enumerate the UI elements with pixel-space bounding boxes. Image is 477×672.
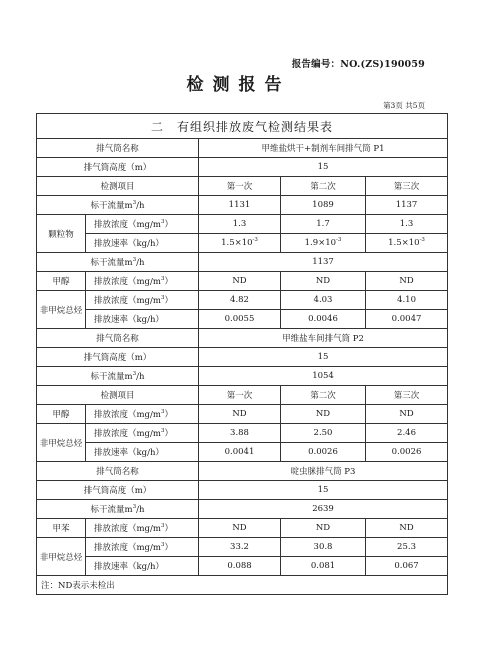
table-cell: ND <box>199 405 281 424</box>
pollutant-nmhc: 非甲烷总烃 <box>37 291 86 329</box>
table-cell: ND <box>199 272 281 291</box>
table-caption: 二 有组织排放废气检测结果表 <box>37 114 448 139</box>
table-cell: 1.7 <box>281 215 366 234</box>
conc-label: 排放浓度$(mg/m^3)$ <box>86 215 199 234</box>
stack-height-value: 15 <box>199 158 448 177</box>
table-cell: 2.50 <box>281 424 366 443</box>
caption-row <box>37 114 448 139</box>
table-row <box>37 272 448 291</box>
table-row <box>37 519 448 538</box>
table-row <box>37 291 448 310</box>
table-row <box>37 481 448 500</box>
pollutant-nmhc: 非甲烷总烃 <box>37 424 86 462</box>
table-cell: 30.8 <box>281 538 366 557</box>
table-row <box>37 386 448 405</box>
stack-height-label: 排气筒高度（m） <box>37 348 199 367</box>
stack-name-p3: 啶虫脒排气筒 P3 <box>199 462 448 481</box>
stack-name-label: 排气筒名称 <box>37 329 199 348</box>
table-cell: 1089 <box>281 196 366 215</box>
table-cell: 0.088 <box>199 557 281 576</box>
std-flow-label: 标干流量$m^3/h$ <box>37 253 199 272</box>
stack-height-label: 排气筒高度（m） <box>37 481 199 500</box>
pollutant-toluene: 甲苯 <box>37 519 86 538</box>
table-cell: ND <box>366 272 448 291</box>
stack-name-label: 排气筒名称 <box>37 462 199 481</box>
table-cell: ND <box>366 405 448 424</box>
table-row <box>37 557 448 576</box>
rate-label: 排放速率（kg/h） <box>86 310 199 329</box>
table-cell: ND <box>281 272 366 291</box>
table-cell: 0.0041 <box>199 443 281 462</box>
stack-name-label: 排气筒名称 <box>37 139 199 158</box>
rate-label: 排放速率（kg/h） <box>86 557 199 576</box>
document-title: 检测报告 <box>186 75 291 95</box>
table-cell: 3.88 <box>199 424 281 443</box>
table-row <box>37 424 448 443</box>
table-row <box>37 310 448 329</box>
stack-name-p2: 甲维盐车间排气筒 P2 <box>199 329 448 348</box>
table-cell: 0.0055 <box>199 310 281 329</box>
table-cell: ND <box>199 519 281 538</box>
table-cell: 25.3 <box>366 538 448 557</box>
table-row <box>37 196 448 215</box>
table-row <box>37 177 448 196</box>
pollutant-nmhc: 非甲烷总烃 <box>37 538 86 576</box>
stack-name-p1: 甲维盐烘干+制剂车间排气筒 P1 <box>199 139 448 158</box>
stack-height-value: 15 <box>199 481 448 500</box>
rate-label: 排放速率（kg/h） <box>86 234 199 253</box>
rate-label: 排放速率（kg/h） <box>86 443 199 462</box>
table-cell: 1054 <box>199 367 448 386</box>
table-row <box>37 367 448 386</box>
table-cell: 0.0046 <box>281 310 366 329</box>
run-2-header: 第二次 <box>281 386 366 405</box>
table-cell: 1.3 <box>366 215 448 234</box>
table-cell: 0.0026 <box>366 443 448 462</box>
conc-label: 排放浓度$(mg/m^3)$ <box>86 291 199 310</box>
report-number: 报告编号：NO.(ZS)190059 <box>291 59 425 70</box>
table-row <box>37 234 448 253</box>
stack-height-value: 15 <box>199 348 448 367</box>
table-cell: 0.067 <box>366 557 448 576</box>
table-cell: $1.5\times 10^{-3}$ <box>199 234 281 253</box>
page-number: 第3页 共5页 <box>383 101 425 110</box>
table-cell: 1137 <box>199 253 448 272</box>
table-cell: 4.82 <box>199 291 281 310</box>
table-row <box>37 139 448 158</box>
table-cell: $1.5\times 10^{-3}$ <box>366 234 448 253</box>
table-row <box>37 405 448 424</box>
table-cell: ND <box>281 519 366 538</box>
table-row <box>37 462 448 481</box>
conc-label: 排放浓度$(mg/m^3)$ <box>86 538 199 557</box>
conc-label: 排放浓度$(mg/m^3)$ <box>86 405 199 424</box>
test-item-label: 检测项目 <box>37 386 199 405</box>
stack-height-label: 排气筒高度（m） <box>37 158 199 177</box>
conc-label: 排放浓度$(mg/m^3)$ <box>86 272 199 291</box>
table-cell: 1.3 <box>199 215 281 234</box>
table-cell: 2.46 <box>366 424 448 443</box>
run-1-header: 第一次 <box>199 177 281 196</box>
std-flow-label: 标干流量$m^3/h$ <box>37 367 199 386</box>
table-row <box>37 253 448 272</box>
table-row <box>37 348 448 367</box>
table-cell: 4.03 <box>281 291 366 310</box>
table-cell: 33.2 <box>199 538 281 557</box>
run-1-header: 第一次 <box>199 386 281 405</box>
pollutant-particulate: 颗粒物 <box>37 215 86 253</box>
table-note: 注：ND表示未检出 <box>37 576 448 595</box>
table-row <box>37 500 448 519</box>
table-row <box>37 158 448 177</box>
table-cell: ND <box>281 405 366 424</box>
table-row <box>37 329 448 348</box>
table-cell: 4.10 <box>366 291 448 310</box>
table-cell: 0.0047 <box>366 310 448 329</box>
run-2-header: 第二次 <box>281 177 366 196</box>
test-item-label: 检测项目 <box>37 177 199 196</box>
std-flow-label: 标干流量$m^3/h$ <box>37 196 199 215</box>
table-row <box>37 215 448 234</box>
table-row <box>37 443 448 462</box>
run-3-header: 第三次 <box>366 177 448 196</box>
results-table <box>36 113 448 595</box>
table-cell: $1.9\times 10^{-3}$ <box>281 234 366 253</box>
std-flow-label: 标干流量$m^3/h$ <box>37 500 199 519</box>
run-3-header: 第三次 <box>366 386 448 405</box>
table-cell: 0.0026 <box>281 443 366 462</box>
table-row <box>37 538 448 557</box>
table-cell: ND <box>366 519 448 538</box>
note-row <box>37 576 448 595</box>
table-cell: 1137 <box>366 196 448 215</box>
table-cell: 1131 <box>199 196 281 215</box>
conc-label: 排放浓度$(mg/m^3)$ <box>86 424 199 443</box>
conc-label: 排放浓度$(mg/m^3)$ <box>86 519 199 538</box>
table-cell: 2639 <box>199 500 448 519</box>
pollutant-methanol: 甲醇 <box>37 405 86 424</box>
table-cell: 0.081 <box>281 557 366 576</box>
pollutant-methanol: 甲醇 <box>37 272 86 291</box>
